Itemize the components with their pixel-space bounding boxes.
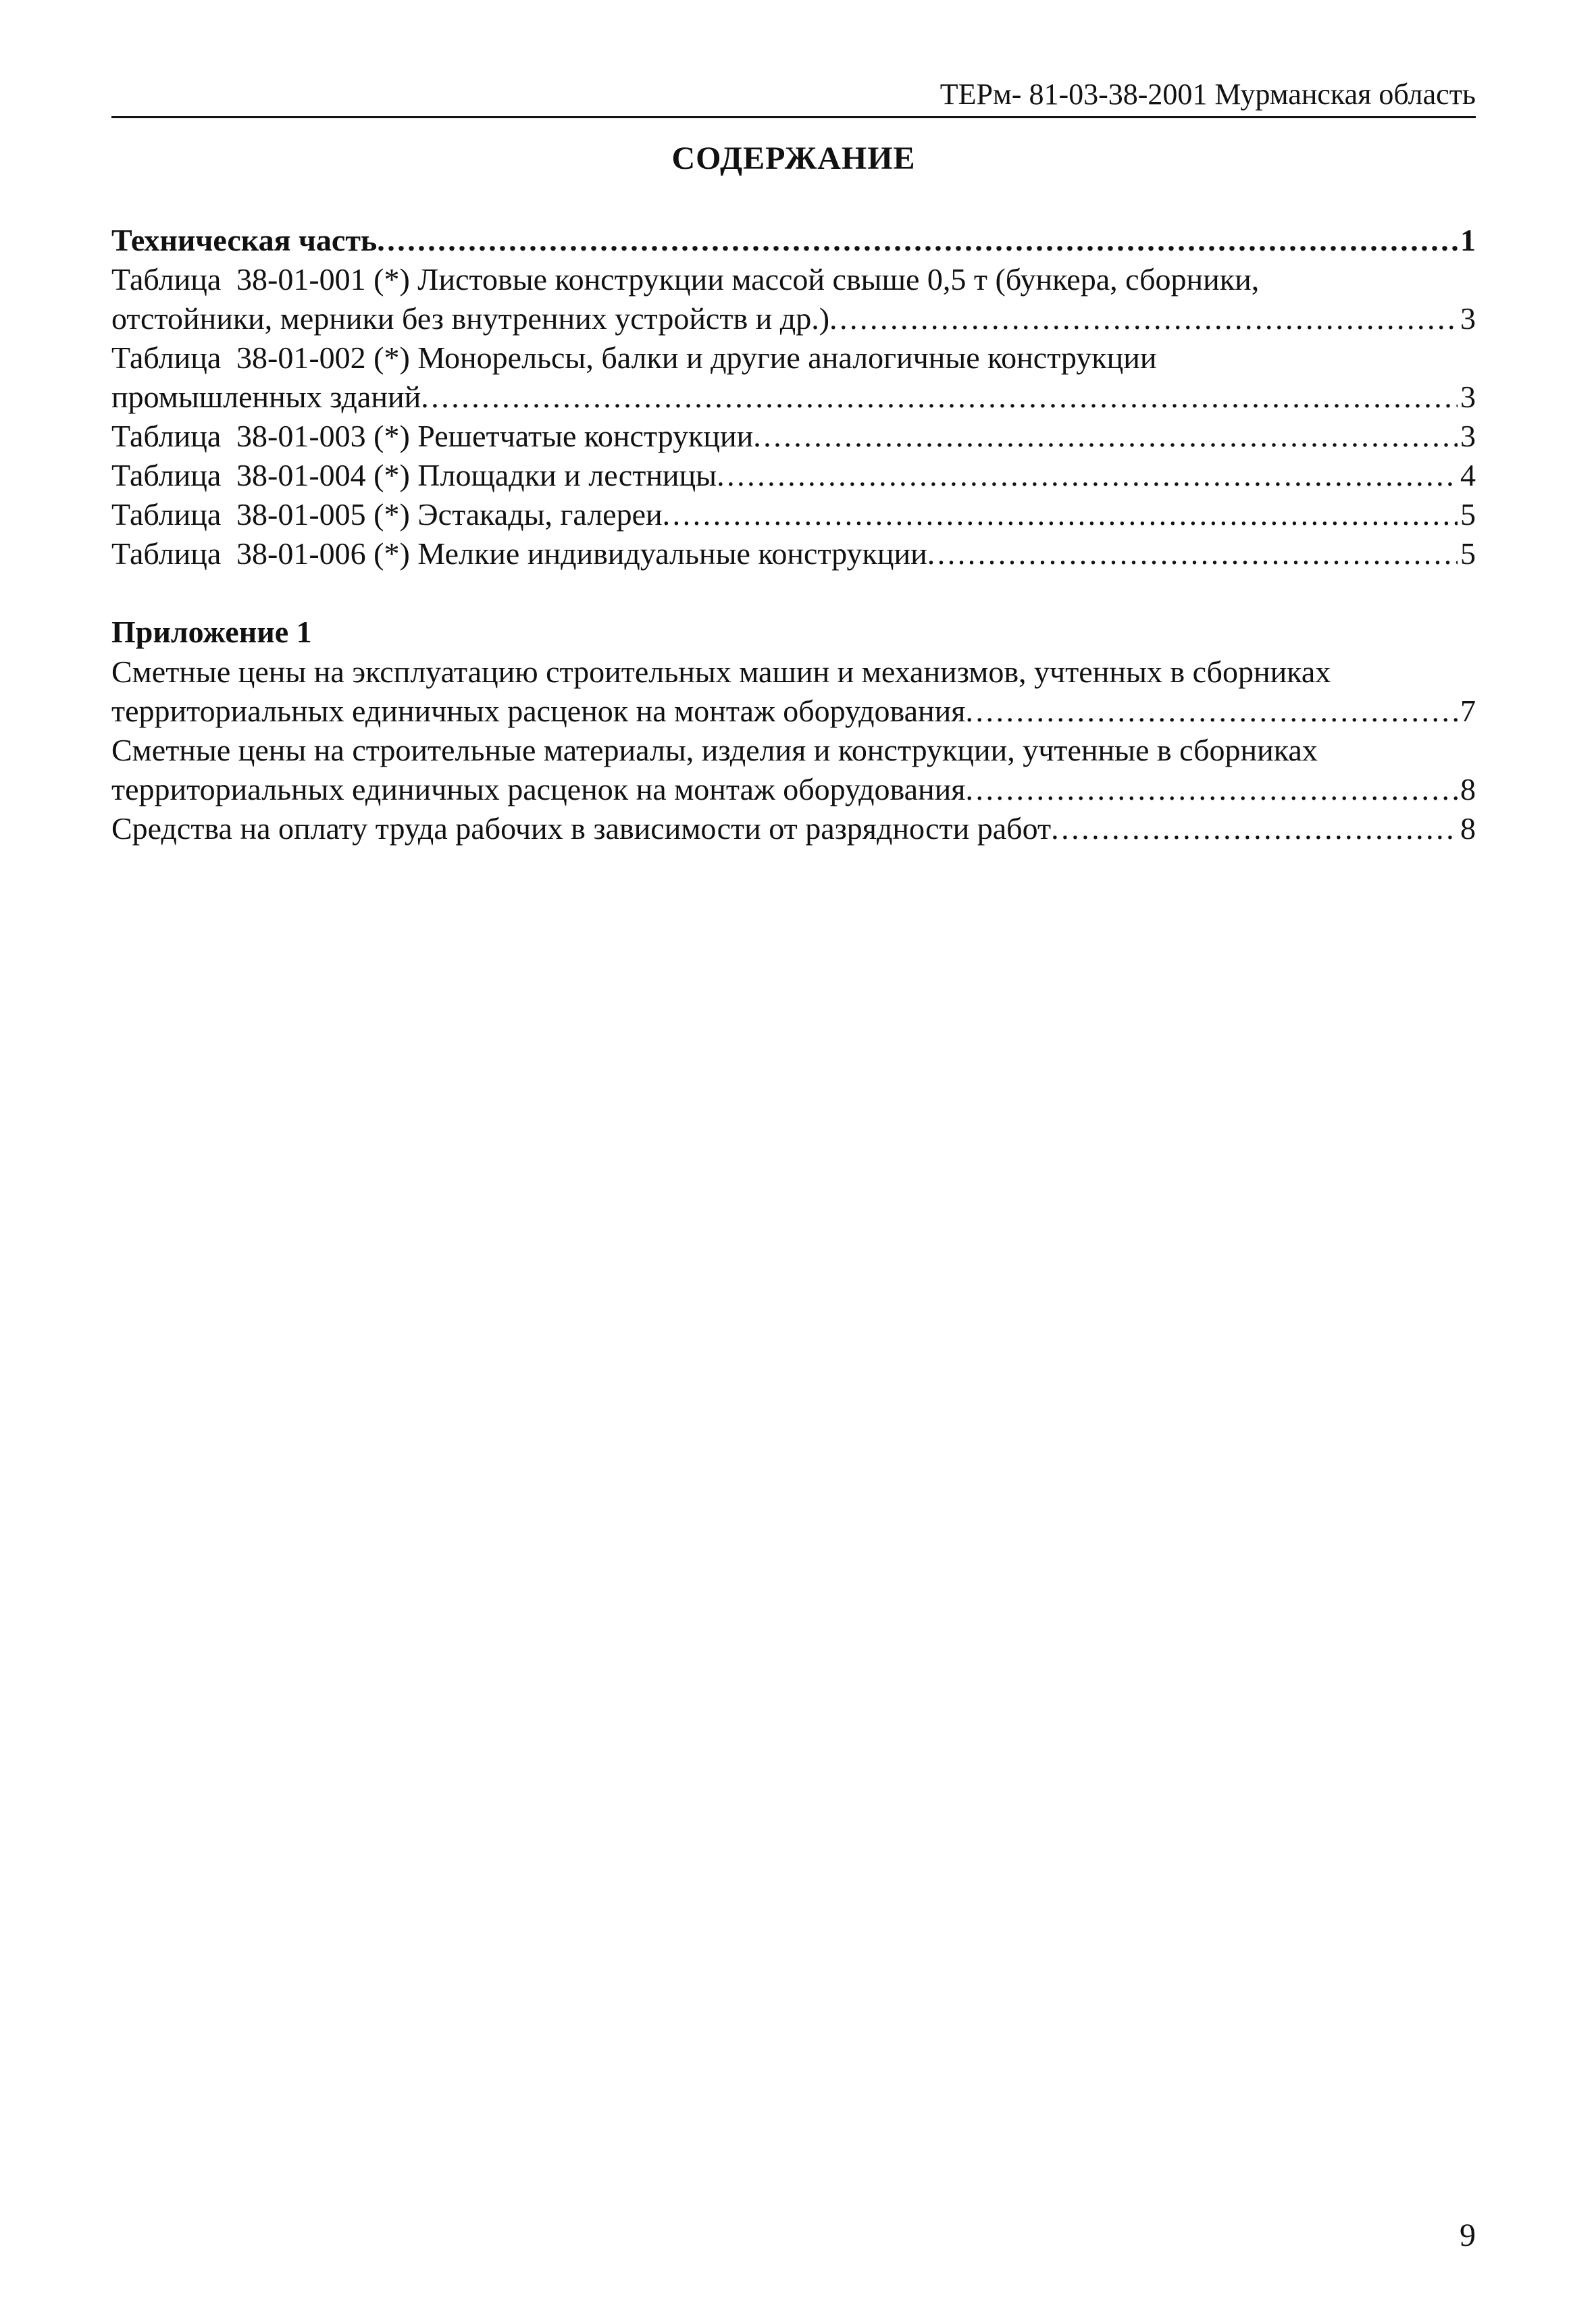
- toc-table-title: Решетчатые конструкции: [417, 419, 754, 453]
- toc-table-title: Площадки и лестницы: [417, 458, 717, 492]
- header-rule: [111, 116, 1476, 118]
- toc-entry-appendix-materials-line2[interactable]: [111, 770, 1476, 809]
- toc-page-number: 8: [1460, 772, 1476, 806]
- toc-page-number: 5: [1460, 536, 1476, 571]
- toc-table-code: 38-01-004 (*): [236, 458, 410, 492]
- toc-entry-table-001-line1[interactable]: [111, 260, 1476, 299]
- toc-entry-appendix-machines-line1[interactable]: Сметные цены на эксплуатацию строительных машин и механизмов, учтенных в сборниках: [111, 654, 1331, 689]
- toc-entry-appendix-materials-line1[interactable]: Сметные цены на строительные материалы, изделия и конструкции, учтенные в сборниках: [111, 733, 1318, 767]
- toc-table-title-cont: промышленных зданий: [111, 380, 421, 414]
- toc-entry-title-cont: территориальных единичных расценок на монтаж оборудования: [111, 694, 966, 728]
- toc-leader-dots: [753, 417, 1458, 456]
- toc-page-number: 3: [1460, 419, 1476, 453]
- page-title: СОДЕРЖАНИЕ: [671, 140, 916, 176]
- toc-entry-table-003[interactable]: [111, 417, 1476, 456]
- toc-entry-table-002-line1[interactable]: [111, 338, 1476, 378]
- toc-entry-table-006[interactable]: [111, 534, 1476, 573]
- toc-table-code: 38-01-006 (*): [236, 536, 410, 571]
- toc-entry-table-002-line2[interactable]: [111, 378, 1476, 417]
- toc-table-title-cont: отстойники, мерники без внутренних устройств и др.): [111, 301, 830, 336]
- running-header: ТЕРм- 81-03-38-2001 Мурманская область: [939, 78, 1476, 111]
- page-number: 9: [1460, 2217, 1476, 2253]
- toc-entry-appendix-wages[interactable]: [111, 809, 1476, 848]
- toc-page-number: 1: [1460, 223, 1476, 257]
- toc-table-label: Таблица: [111, 458, 222, 492]
- toc-page-number: 3: [1460, 380, 1476, 414]
- toc-table-code: 38-01-002 (*): [236, 340, 410, 375]
- toc-entry-lead: [111, 495, 663, 534]
- toc-table-code: 38-01-001 (*): [236, 262, 410, 297]
- toc-leader-dots: [829, 299, 1458, 338]
- toc-table-title: Эстакады, галереи: [417, 497, 663, 532]
- toc-entry-lead: [111, 534, 927, 573]
- toc-entry-table-001-line2[interactable]: [111, 299, 1476, 338]
- toc-page-number: 4: [1460, 458, 1476, 492]
- toc-entry-label: Техническая часть: [111, 223, 378, 257]
- toc-leader-dots: [377, 221, 1458, 260]
- toc-page-number: 7: [1460, 694, 1476, 728]
- toc-table-label: Таблица: [111, 262, 222, 297]
- toc-leader-dots: [663, 495, 1458, 534]
- toc-page-number: 5: [1460, 497, 1476, 532]
- toc-entry-lead: [111, 417, 753, 456]
- toc-entry-technical-part[interactable]: [111, 221, 1476, 260]
- toc-entry-appendix-machines-line2[interactable]: [111, 692, 1476, 731]
- toc-leader-dots: [927, 534, 1458, 573]
- toc-leader-dots: [965, 770, 1458, 809]
- toc-entry-lead: [111, 456, 717, 495]
- toc-entry-table-004[interactable]: [111, 456, 1476, 495]
- toc-leader-dots: [717, 456, 1458, 495]
- toc-table-label: Таблица: [111, 340, 222, 375]
- toc-entry-title: Средства на оплату труда рабочих в зависимости от разрядности работ: [111, 811, 1052, 846]
- toc-table-code: 38-01-005 (*): [236, 497, 410, 532]
- toc-entry-title-cont: территориальных единичных расценок на монтаж оборудования: [111, 772, 966, 806]
- toc-table-label: Таблица: [111, 536, 222, 571]
- toc-table-label: Таблица: [111, 419, 222, 453]
- toc-table-label: Таблица: [111, 497, 222, 532]
- toc-table-title: Мелкие индивидуальные конструкции: [417, 536, 927, 571]
- appendix-heading: Приложение 1: [111, 615, 312, 649]
- toc-leader-dots: [1051, 809, 1458, 848]
- toc-page-number: 3: [1460, 301, 1476, 336]
- toc-entry-table-005[interactable]: [111, 495, 1476, 534]
- toc-table-code: 38-01-003 (*): [236, 419, 410, 453]
- toc-leader-dots: [421, 378, 1458, 417]
- toc-leader-dots: [965, 692, 1458, 731]
- toc-table-title: Листовые конструкции массой свыше 0,5 т (бункера, сборники,: [417, 262, 1260, 297]
- toc-page-number: 8: [1460, 811, 1476, 846]
- toc-table-title: Монорельсы, балки и другие аналогичные конструкции: [417, 340, 1157, 375]
